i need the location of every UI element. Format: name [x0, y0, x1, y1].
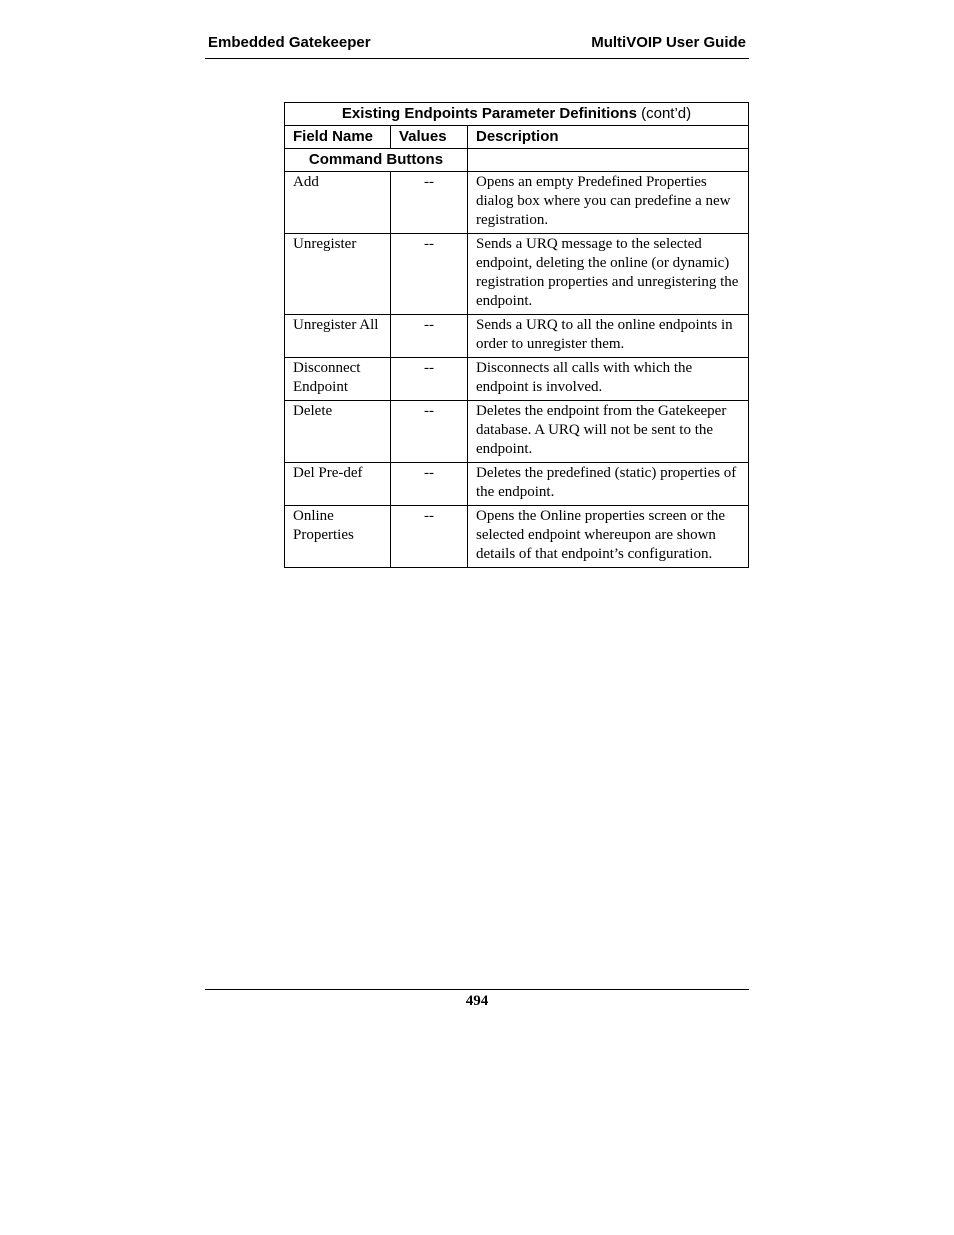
column-header-field-name: Field Name — [285, 126, 391, 149]
page-header — [205, 33, 749, 59]
section-heading: Command Buttons — [285, 149, 468, 172]
table-row — [285, 463, 749, 506]
description-cell: Sends a URQ message to the selected endpoint, deleting the online (or dynamic) registration properties and unregistering the endpoint. — [468, 234, 749, 315]
section-row — [285, 149, 749, 172]
description-cell: Disconnects all calls with which the endpoint is involved. — [468, 358, 749, 401]
value-cell: -- — [391, 401, 468, 463]
field-name-cell: Unregister All — [285, 315, 391, 358]
field-name-cell: Online Properties — [285, 506, 391, 568]
value-cell: -- — [391, 172, 468, 234]
description-cell: Opens the Online properties screen or the selected endpoint whereupon are shown details of that endpoint’s configuration. — [468, 506, 749, 568]
field-name-cell: Delete — [285, 401, 391, 463]
table-header-row — [285, 126, 749, 149]
table-row — [285, 401, 749, 463]
description-cell: Sends a URQ to all the online endpoints in order to unregister them. — [468, 315, 749, 358]
description-cell: Deletes the endpoint from the Gatekeeper database. A URQ will not be sent to the endpoint. — [468, 401, 749, 463]
column-header-description: Description — [468, 126, 749, 149]
parameter-definitions-table — [284, 102, 749, 568]
field-name-cell: Del Pre-def — [285, 463, 391, 506]
page-number: 494 — [465, 993, 489, 1009]
value-cell: -- — [391, 463, 468, 506]
value-cell: -- — [391, 234, 468, 315]
table-title-suffix: (cont’d) — [636, 105, 692, 122]
value-cell: -- — [391, 315, 468, 358]
table-title-main: Existing Endpoints Parameter Definitions — [341, 105, 637, 122]
header-guide-title: MultiVOIP User Guide — [591, 34, 746, 51]
table-row — [285, 172, 749, 234]
field-name-cell: Disconnect Endpoint — [285, 358, 391, 401]
column-header-values: Values — [391, 126, 468, 149]
field-name-cell: Add — [285, 172, 391, 234]
table-row — [285, 315, 749, 358]
table-title — [285, 103, 749, 126]
page-footer — [205, 989, 749, 1010]
section-empty-cell — [468, 149, 749, 172]
table-row — [285, 506, 749, 568]
table-row — [285, 358, 749, 401]
field-name-cell: Unregister — [285, 234, 391, 315]
description-cell: Deletes the predefined (static) properties of the endpoint. — [468, 463, 749, 506]
header-section-title: Embedded Gatekeeper — [208, 34, 371, 51]
value-cell: -- — [391, 506, 468, 568]
description-cell: Opens an empty Predefined Properties dialog box where you can predefine a new registration. — [468, 172, 749, 234]
table-title-row — [285, 103, 749, 126]
table-row — [285, 234, 749, 315]
value-cell: -- — [391, 358, 468, 401]
